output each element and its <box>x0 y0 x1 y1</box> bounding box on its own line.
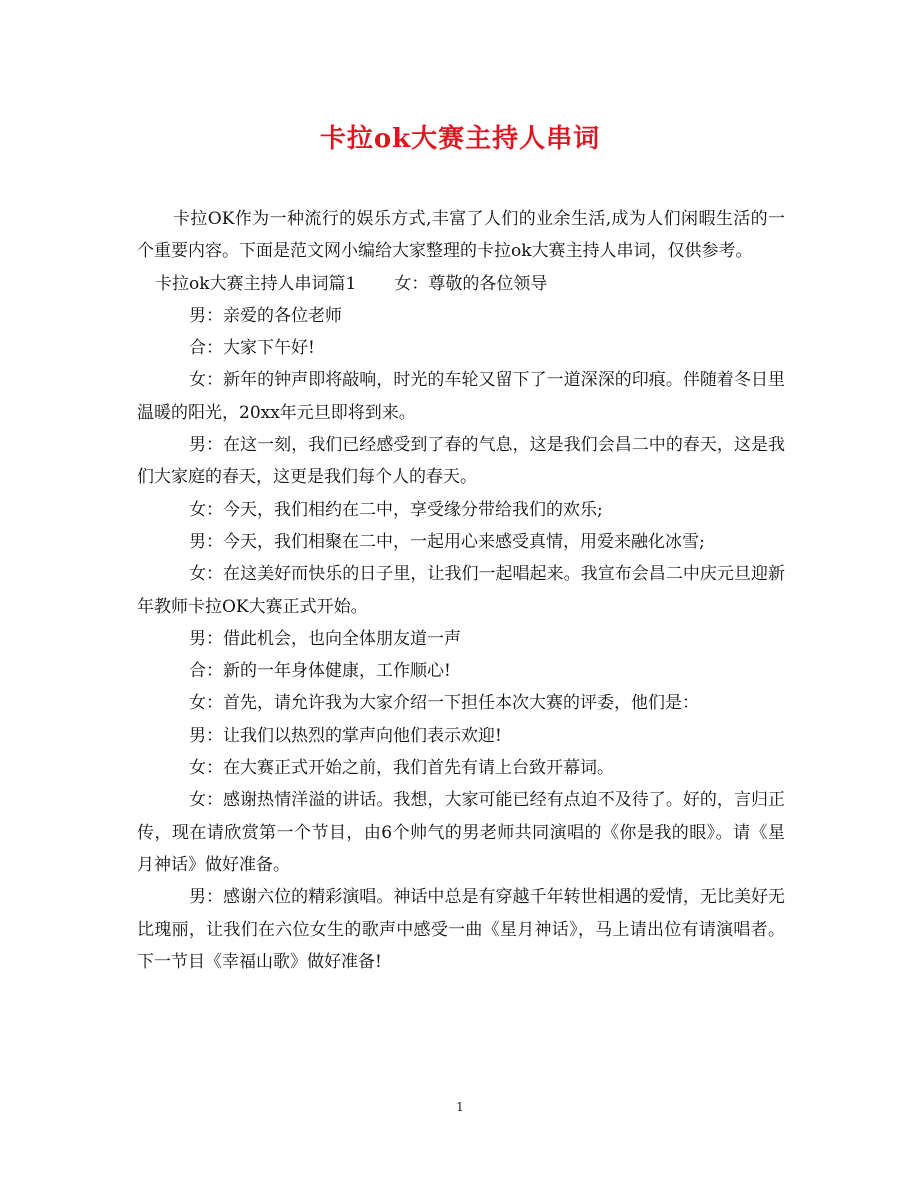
page-number: 1 <box>456 1100 464 1114</box>
dialogue-paragraph: 男：让我们以热烈的掌声向他们表示欢迎! <box>189 725 502 746</box>
dialogue-paragraph: 合：新的一年身体健康，工作顺心! <box>189 661 451 682</box>
dialogue-paragraph: 女：今天，我们相约在二中，享受缘分带给我们的欢乐; <box>189 499 603 520</box>
dialogue-paragraph: 男：在这一刻，我们已经感受到了春的气息，这是我们会昌二中的春天，这是我们大家庭的春天，这更是我们每个人的春天。 <box>137 435 785 488</box>
dialogue-paragraph: 男：感谢六位的精彩演唱。神话中总是有穿越千年转世相遇的爱情，无比美好无比瑰丽，让我们在六位女生的歌声中感受一曲《星月神话》，马上请出位有请演唱者。下一节目《幸福山歌》做好准备! <box>137 887 785 972</box>
dialogue-paragraph: 女：感谢热情洋溢的讲话。我想，大家可能已经有点迫不及待了。好的，言归正传，现在请欣赏第一个节目，由6个帅气的男老师共同演唱的《你是我的眼》。请《星月神话》做好准备。 <box>137 790 785 875</box>
section-heading-line <box>137 268 785 300</box>
section-heading: 卡拉ok大赛主持人串词篇1 <box>155 273 357 294</box>
dialogue-paragraph: 合：大家下午好! <box>189 338 315 359</box>
dialogue-paragraph: 男：借此机会，也向全体朋友道一声 <box>189 628 461 649</box>
dialogue-paragraph: 女：在大赛正式开始之前，我们首先有请上台致开幕词。 <box>189 758 614 779</box>
document-body <box>137 203 785 978</box>
document-title: 卡拉ok大赛主持人串词 <box>319 124 601 154</box>
intro-paragraph: 卡拉OK作为一种流行的娱乐方式,丰富了人们的业余生活,成为人们闲暇生活的一个重要内容。下面是范文网小编给大家整理的卡拉ok大赛主持人串词，仅供参考。 <box>137 209 785 262</box>
dialogue-paragraph: 女：首先，请允许我为大家介绍一下担任本次大赛的评委，他们是： <box>189 693 699 714</box>
section-first-line: 女：尊敬的各位领导 <box>394 273 548 294</box>
dialogue-paragraph: 男：今天，我们相聚在二中，一起用心来感受真情，用爱来融化冰雪; <box>189 531 705 552</box>
dialogue-paragraph: 女：新年的钟声即将敲响，时光的车轮又留下了一道深深的印痕。伴随着冬日里温暖的阳光，20xx年元旦即将到来。 <box>137 370 785 423</box>
dialogue-paragraph: 女：在这美好而快乐的日子里，让我们一起唱起来。我宣布会昌二中庆元旦迎新年教师卡拉OK大赛正式开始。 <box>137 564 785 617</box>
dialogue-paragraph: 男：亲爱的各位老师 <box>189 305 342 326</box>
